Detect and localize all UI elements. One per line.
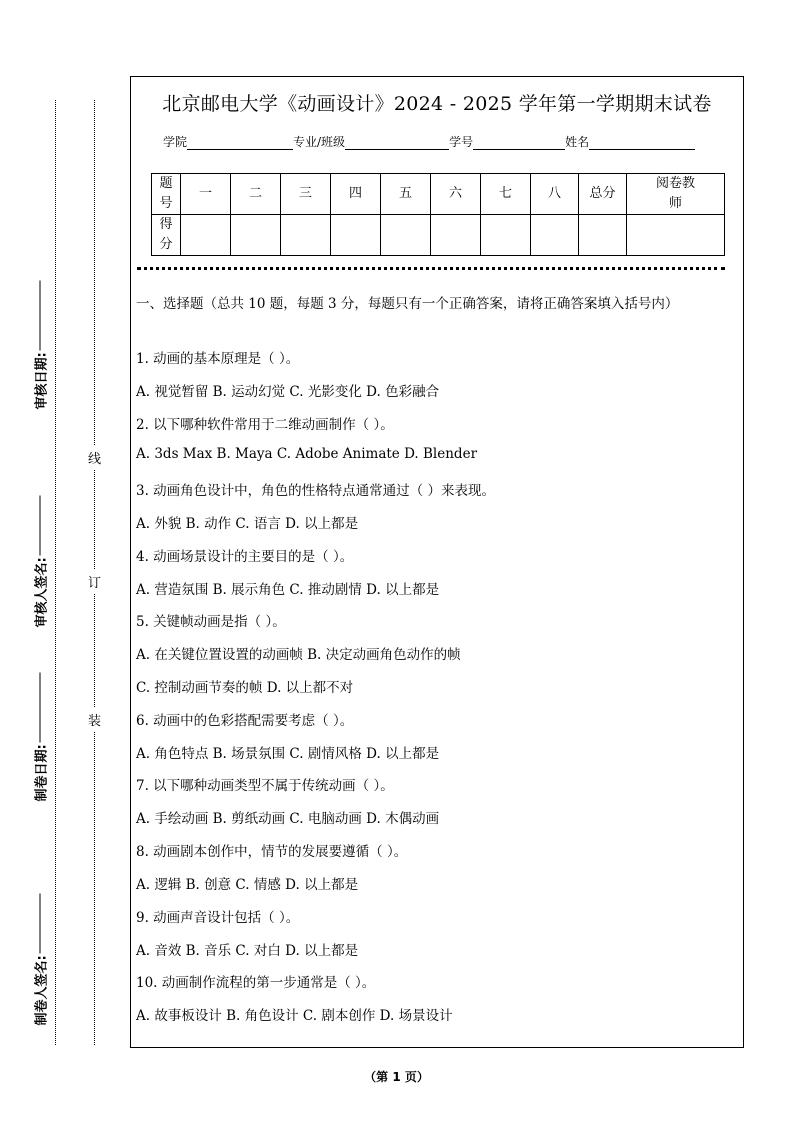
exam-frame	[130, 76, 744, 1048]
answer-options-6: A. 角色特点 B. 场景氛围 C. 剧情风格 D. 以上都是	[136, 746, 440, 762]
question-10: 10. 动画制作流程的第一步通常是（ ）。	[136, 975, 376, 991]
answer-options-3: A. 外貌 B. 动作 C. 语言 D. 以上都是	[136, 516, 359, 532]
reviewer-label: 审核人签名:	[31, 468, 50, 628]
answer-options-4: A. 营造氛围 B. 展示角色 C. 推动剧情 D. 以上都是	[136, 582, 440, 598]
mark-bind: 订	[88, 570, 101, 593]
student-id-label: 学号	[449, 135, 474, 149]
name-label: 姓名	[565, 135, 590, 149]
signer-label: 制卷人签名:	[31, 866, 50, 1026]
header-cell: 题号	[152, 174, 181, 215]
question-4: 4. 动画场景设计的主要目的是（ ）。	[136, 549, 354, 565]
question-7: 7. 以下哪种动画类型不属于传统动画（ ）。	[136, 778, 394, 794]
cut-line-left	[55, 100, 56, 1045]
answer-options-9: A. 音效 B. 音乐 C. 对白 D. 以上都是	[136, 943, 359, 959]
score-cell[interactable]	[531, 215, 579, 256]
question-8: 8. 动画剧本创作中，情节的发展要遵循（ ）。	[136, 844, 408, 860]
answer-options-5: A. 在关键位置设置的动画帧 B. 决定动画角色动作的帧	[136, 647, 461, 663]
answer-options-1: A. 视觉暂留 B. 运动幻觉 C. 光影变化 D. 色彩融合	[136, 384, 440, 400]
college-label: 学院	[163, 135, 188, 149]
section-intro: 一、选择题（总共 10 题，每题 3 分，每题只有一个正确答案，请将正确答案填入括号内）	[136, 296, 679, 312]
binding-margin	[0, 0, 128, 1122]
major-label: 专业/班级	[293, 135, 346, 149]
header-cell: 总分	[579, 174, 627, 215]
answer-options-5b: C. 控制动画节奏的帧 D. 以上都不对	[136, 680, 354, 696]
score-cell[interactable]	[181, 215, 231, 256]
student-info-line	[163, 133, 695, 150]
name-field[interactable]	[589, 137, 695, 150]
score-row-label: 得分	[152, 215, 181, 256]
answer-options-2: A. 3ds Max B. Maya C. Adobe Animate D. Blender	[136, 446, 478, 462]
header-cell: 三	[281, 174, 331, 215]
score-cell[interactable]	[281, 215, 331, 256]
question-3: 3. 动画角色设计中，角色的性格特点通常通过（ ）来表现。	[136, 483, 495, 499]
mark-line: 线	[88, 446, 101, 469]
question-5: 5. 关键帧动画是指（ ）。	[136, 614, 286, 630]
exam-title: 北京邮电大学《动画设计》2024 - 2025 学年第一学期期末试卷	[162, 93, 712, 115]
score-row	[152, 215, 725, 256]
question-6: 6. 动画中的色彩搭配需要考虑（ ）。	[136, 713, 354, 729]
header-cell: 七	[481, 174, 531, 215]
mark-seal: 装	[88, 708, 101, 731]
score-cell[interactable]	[627, 215, 725, 256]
college-field[interactable]	[187, 137, 293, 150]
score-cell[interactable]	[431, 215, 481, 256]
score-cell[interactable]	[381, 215, 431, 256]
major-field[interactable]	[345, 137, 449, 150]
header-cell: 四	[331, 174, 381, 215]
header-cell: 一	[181, 174, 231, 215]
score-cell[interactable]	[231, 215, 281, 256]
score-table	[151, 173, 725, 256]
score-cell[interactable]	[481, 215, 531, 256]
question-1: 1. 动画的基本原理是（ ）。	[136, 351, 300, 367]
student-id-field[interactable]	[473, 137, 565, 150]
question-9: 9. 动画声音设计包括（ ）。	[136, 910, 300, 926]
score-header-row	[152, 174, 725, 215]
score-cell[interactable]	[579, 215, 627, 256]
section-divider	[137, 267, 725, 270]
answer-options-10: A. 故事板设计 B. 角色设计 C. 剧本创作 D. 场景设计	[136, 1008, 453, 1024]
question-2: 2. 以下哪种软件常用于二维动画制作（ ）。	[136, 417, 394, 433]
prepare-date-label: 制卷日期:	[31, 642, 50, 802]
header-cell: 八	[531, 174, 579, 215]
header-cell: 五	[381, 174, 431, 215]
answer-options-8: A. 逻辑 B. 创意 C. 情感 D. 以上都是	[136, 877, 359, 893]
header-cell: 二	[231, 174, 281, 215]
header-cell: 六	[431, 174, 481, 215]
page-number: （第 1 页）	[364, 1070, 429, 1084]
header-cell: 阅卷教师	[627, 174, 725, 215]
score-cell[interactable]	[331, 215, 381, 256]
review-date-label: 审核日期:	[31, 250, 50, 410]
answer-options-7: A. 手绘动画 B. 剪纸动画 C. 电脑动画 D. 木偶动画	[136, 811, 440, 827]
